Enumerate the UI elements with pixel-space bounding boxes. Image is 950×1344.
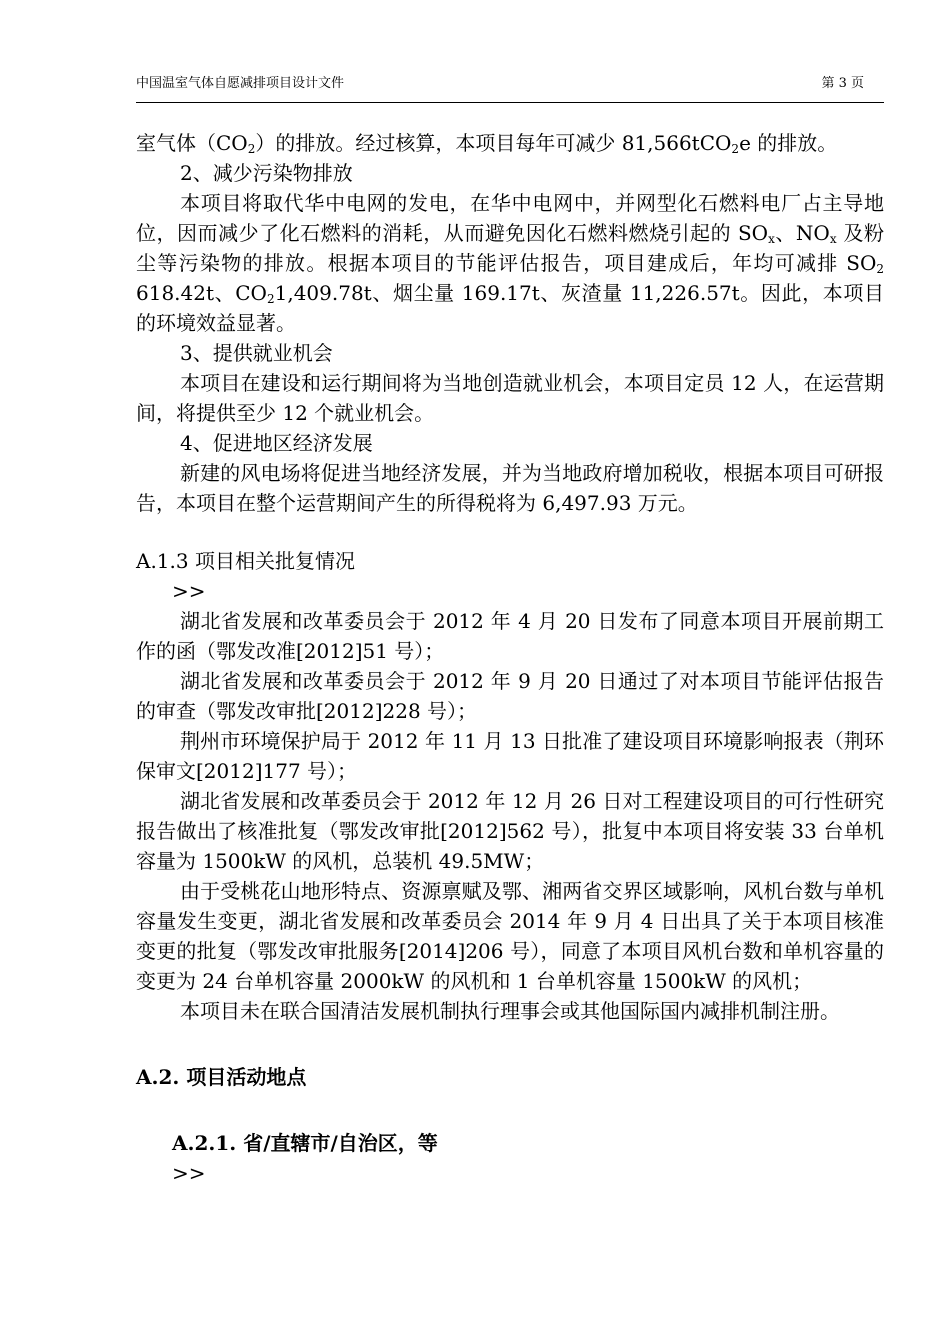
approval-item: 本项目未在联合国清洁发展机制执行理事会或其他国际国内减排机制注册。: [180, 999, 840, 1023]
heading-economic-development: 4、促进地区经济发展: [180, 431, 373, 455]
arrow-marker: >>: [172, 579, 206, 603]
section-a13-title: A.1.3 项目相关批复情况: [136, 549, 355, 573]
heading-reduce-pollutants: 2、减少污染物排放: [180, 161, 353, 185]
paragraph-economic-development: 新建的风电场将促进当地经济发展，并为当地政府增加税收，根据本项目可研报告，本项目在整个运营期间产生的所得税将为 6,497.93 万元。: [136, 461, 884, 515]
approval-item: 湖北省发展和改革委员会于 2012 年 9 月 20 日通过了对本项目节能评估报告的审查（鄂发改审批[2012]228 号）；: [136, 669, 884, 723]
heading-employment: 3、提供就业机会: [180, 341, 333, 365]
paragraph-employment: 本项目在建设和运行期间将为当地创造就业机会，本项目定员 12 人，在运营期间，将提供至少 12 个就业机会。: [136, 371, 884, 425]
section-a21-title: A.2.1. 省/直辖市/自治区，等: [172, 1131, 438, 1155]
approval-item: 由于受桃花山地形特点、资源禀赋及鄂、湘两省交界区域影响，风机台数与单机容量发生变更，湖北省发展和改革委员会 2014 年 9 月 4 日出具了关于本项目核准变更的批复（鄂发改审批服务[2014]206 号），同意了本项目风机台数和单机容量的变更为 24 台单机容量 2000kW 的风机和 1 台单机容量 1500kW 的风机；: [136, 879, 884, 993]
page-number: 第 3 页: [821, 76, 864, 91]
approval-item: 湖北省发展和改革委员会于 2012 年 12 月 26 日对工程建设项目的可行性研究报告做出了核准批复（鄂发改审批[2012]562 号），批复中本项目将安装 33 台单机容量为 1500kW 的风机，总装机 49.5MW；: [136, 789, 884, 873]
section-a2-title: A.2. 项目活动地点: [136, 1065, 307, 1089]
paragraph-pollutants: 本项目将取代华中电网的发电，在华中电网中，并网型化石燃料电厂占主导地位，因而减少了化石燃料的消耗，从而避免因化石燃料燃烧引起的 $SO_x$、$NO_x$ 及粉尘等污染物的排放。根据本项目的节能评估报告，项目建成后，年均可减排 $SO_2$ 618.42t、$CO_21,409.78t$、烟尘量 169.17t、灰渣量 11,226.57t。因此，本项目的环境效益显著。: [136, 191, 885, 335]
document-body: [136, 128, 884, 1188]
paragraph-co2-reduction: 室气体$(CO_2)$的排放。经过核算，本项目每年可减少 81,566tCO$_2$e 的排放。: [136, 131, 838, 156]
arrow-marker: >>: [172, 1161, 206, 1185]
approval-item: 湖北省发展和改革委员会于 2012 年 4 月 20 日发布了同意本项目开展前期工作的函（鄂发改准[2012]51 号）；: [136, 609, 884, 663]
approval-item: 荆州市环境保护局于 2012 年 11 月 13 日批准了建设项目环境影响报表（荆环保审文[2012]177 号）；: [136, 729, 884, 783]
document-title: 中国温室气体自愿减排项目设计文件: [136, 76, 345, 91]
page-header: [136, 66, 884, 103]
